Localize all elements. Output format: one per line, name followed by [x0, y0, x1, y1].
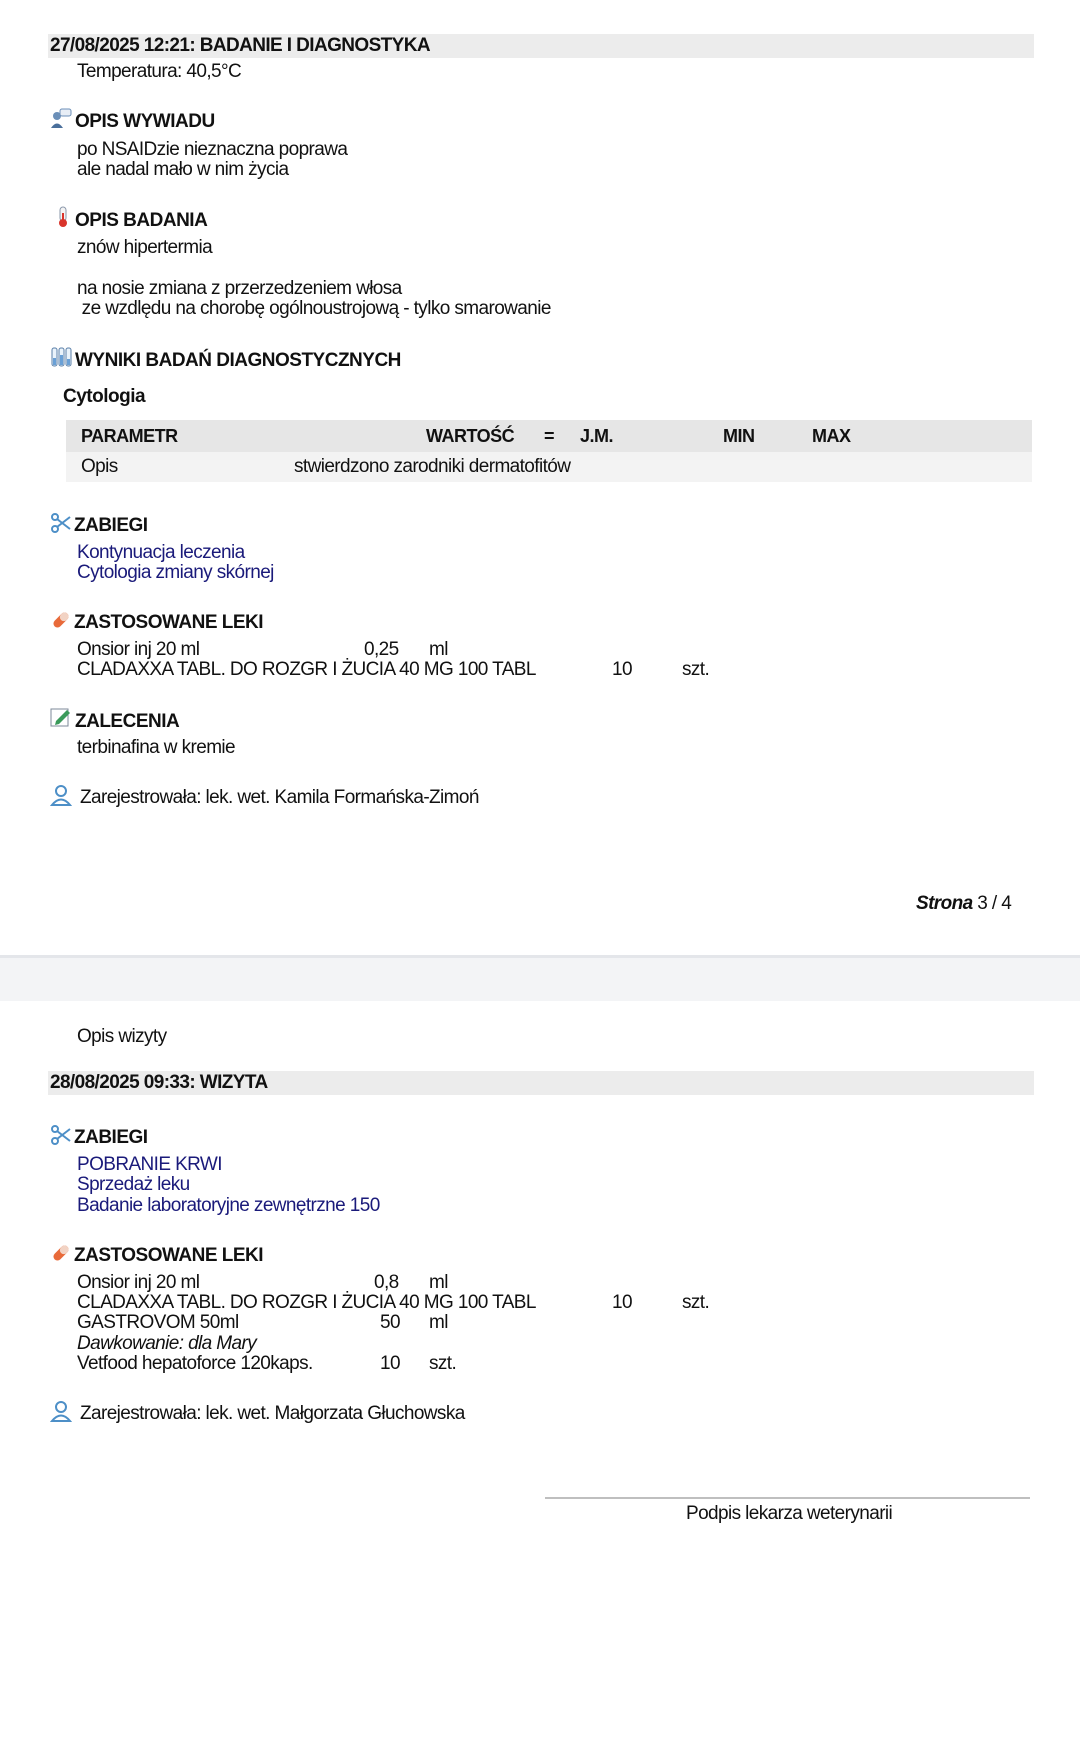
- test-name: Cytologia: [63, 386, 146, 407]
- page-total: / 4: [987, 893, 1012, 914]
- pill-icon: [50, 1242, 72, 1264]
- drug-qty: 10: [612, 1292, 632, 1313]
- signature-label: Podpis lekarza weterynarii: [686, 1503, 893, 1524]
- col-unit: J.M.: [580, 426, 614, 446]
- drug-unit: ml: [429, 639, 448, 660]
- registered-by: Zarejestrowała: lek. wet. Kamila Formańska-Zimoń: [80, 787, 479, 808]
- procedure-item: Badanie laboratoryjne zewnętrzne 150: [77, 1195, 380, 1216]
- procedure-item: Kontynuacja leczenia: [77, 542, 245, 563]
- col-min: MIN: [723, 426, 755, 446]
- page-separator: [0, 955, 1080, 1001]
- drug-qty: 50: [380, 1312, 400, 1333]
- drug-unit: ml: [429, 1272, 448, 1293]
- drug-name: Vetfood hepatoforce 120kaps.: [77, 1353, 313, 1374]
- drugs-title: ZASTOSOWANE LEKI: [74, 612, 264, 633]
- procedure-item: POBRANIE KRWI: [77, 1154, 222, 1175]
- scissors-icon: [50, 1124, 72, 1146]
- procedure-item: Cytologia zmiany skórnej: [77, 562, 274, 583]
- drug-qty: 10: [380, 1353, 400, 1374]
- page-current: 3: [977, 893, 988, 914]
- recommendations-text: terbinafina w kremie: [77, 737, 236, 758]
- drug-name: Onsior inj 20 ml: [77, 1272, 200, 1293]
- drugs-title: ZASTOSOWANE LEKI: [74, 1245, 264, 1266]
- drug-name: CLADAXXA TABL. DO ROZGR I ŻUCIA 40 MG 100 TABL: [77, 659, 536, 680]
- user-icon: [50, 784, 72, 806]
- row-value: stwierdzono zarodniki dermatofitów: [294, 456, 571, 477]
- page-number: [916, 893, 1011, 914]
- drug-unit: szt.: [429, 1353, 457, 1374]
- drug-name: CLADAXXA TABL. DO ROZGR I ŻUCIA 40 MG 100 TABL: [77, 1292, 536, 1313]
- procedures-title: ZABIEGI: [74, 1127, 148, 1148]
- exam-line: znów hipertermia: [77, 237, 213, 258]
- visit2-header: 28/08/2025 09:33: WIZYTA: [48, 1071, 1034, 1095]
- dosage-note: Dawkowanie: dla Mary: [77, 1333, 257, 1354]
- temperature: Temperatura: 40,5°C: [77, 61, 242, 82]
- drug-unit: ml: [429, 1312, 448, 1333]
- exam-line: na nosie zmiana z przerzedzeniem włosa: [77, 278, 402, 299]
- exam-line: ze wzdlędu na chorobę ogólnoustrojową - tylko smarowanie: [77, 298, 551, 319]
- drug-name: GASTROVOM 50ml: [77, 1312, 239, 1333]
- procedures-title: ZABIEGI: [74, 515, 148, 536]
- drug-qty: 0,8: [374, 1272, 399, 1293]
- procedure-item: Sprzedaż leku: [77, 1174, 190, 1195]
- drug-unit: szt.: [682, 659, 710, 680]
- thermometer-icon: [52, 206, 74, 228]
- drug-name: Onsior inj 20 ml: [77, 639, 200, 660]
- col-equals: =: [544, 426, 555, 446]
- recommendations-title: ZALECENIA: [75, 711, 180, 732]
- signature-line: [545, 1497, 1030, 1499]
- col-value: WARTOŚĆ: [426, 426, 515, 446]
- user-icon: [50, 1400, 72, 1422]
- exam-title: OPIS BADANIA: [75, 210, 208, 231]
- drug-qty: 10: [612, 659, 632, 680]
- registered-by: Zarejestrowała: lek. wet. Małgorzata Głuchowska: [80, 1403, 465, 1424]
- visit1-header: 27/08/2025 12:21: BADANIE I DIAGNOSTYKA: [48, 34, 1034, 58]
- interview-title: OPIS WYWIADU: [75, 111, 215, 132]
- pill-icon: [50, 609, 72, 631]
- diagnostics-title: WYNIKI BADAŃ DIAGNOSTYCZNYCH: [75, 350, 401, 371]
- row-param: Opis: [81, 456, 118, 477]
- drug-unit: szt.: [682, 1292, 710, 1313]
- interview-line: po NSAIDzie nieznaczna poprawa: [77, 139, 348, 160]
- test-tubes-icon: [50, 346, 72, 368]
- col-param: PARAMETR: [81, 426, 178, 446]
- person-speech-icon: [50, 108, 72, 130]
- interview-line: ale nadal mało w nim życia: [77, 159, 289, 180]
- visit-description-label: Opis wizyty: [77, 1026, 167, 1047]
- page-label: Strona: [916, 893, 973, 914]
- drug-qty: 0,25: [364, 639, 399, 660]
- edit-note-icon: [50, 706, 72, 728]
- col-max: MAX: [812, 426, 851, 446]
- scissors-icon: [50, 512, 72, 534]
